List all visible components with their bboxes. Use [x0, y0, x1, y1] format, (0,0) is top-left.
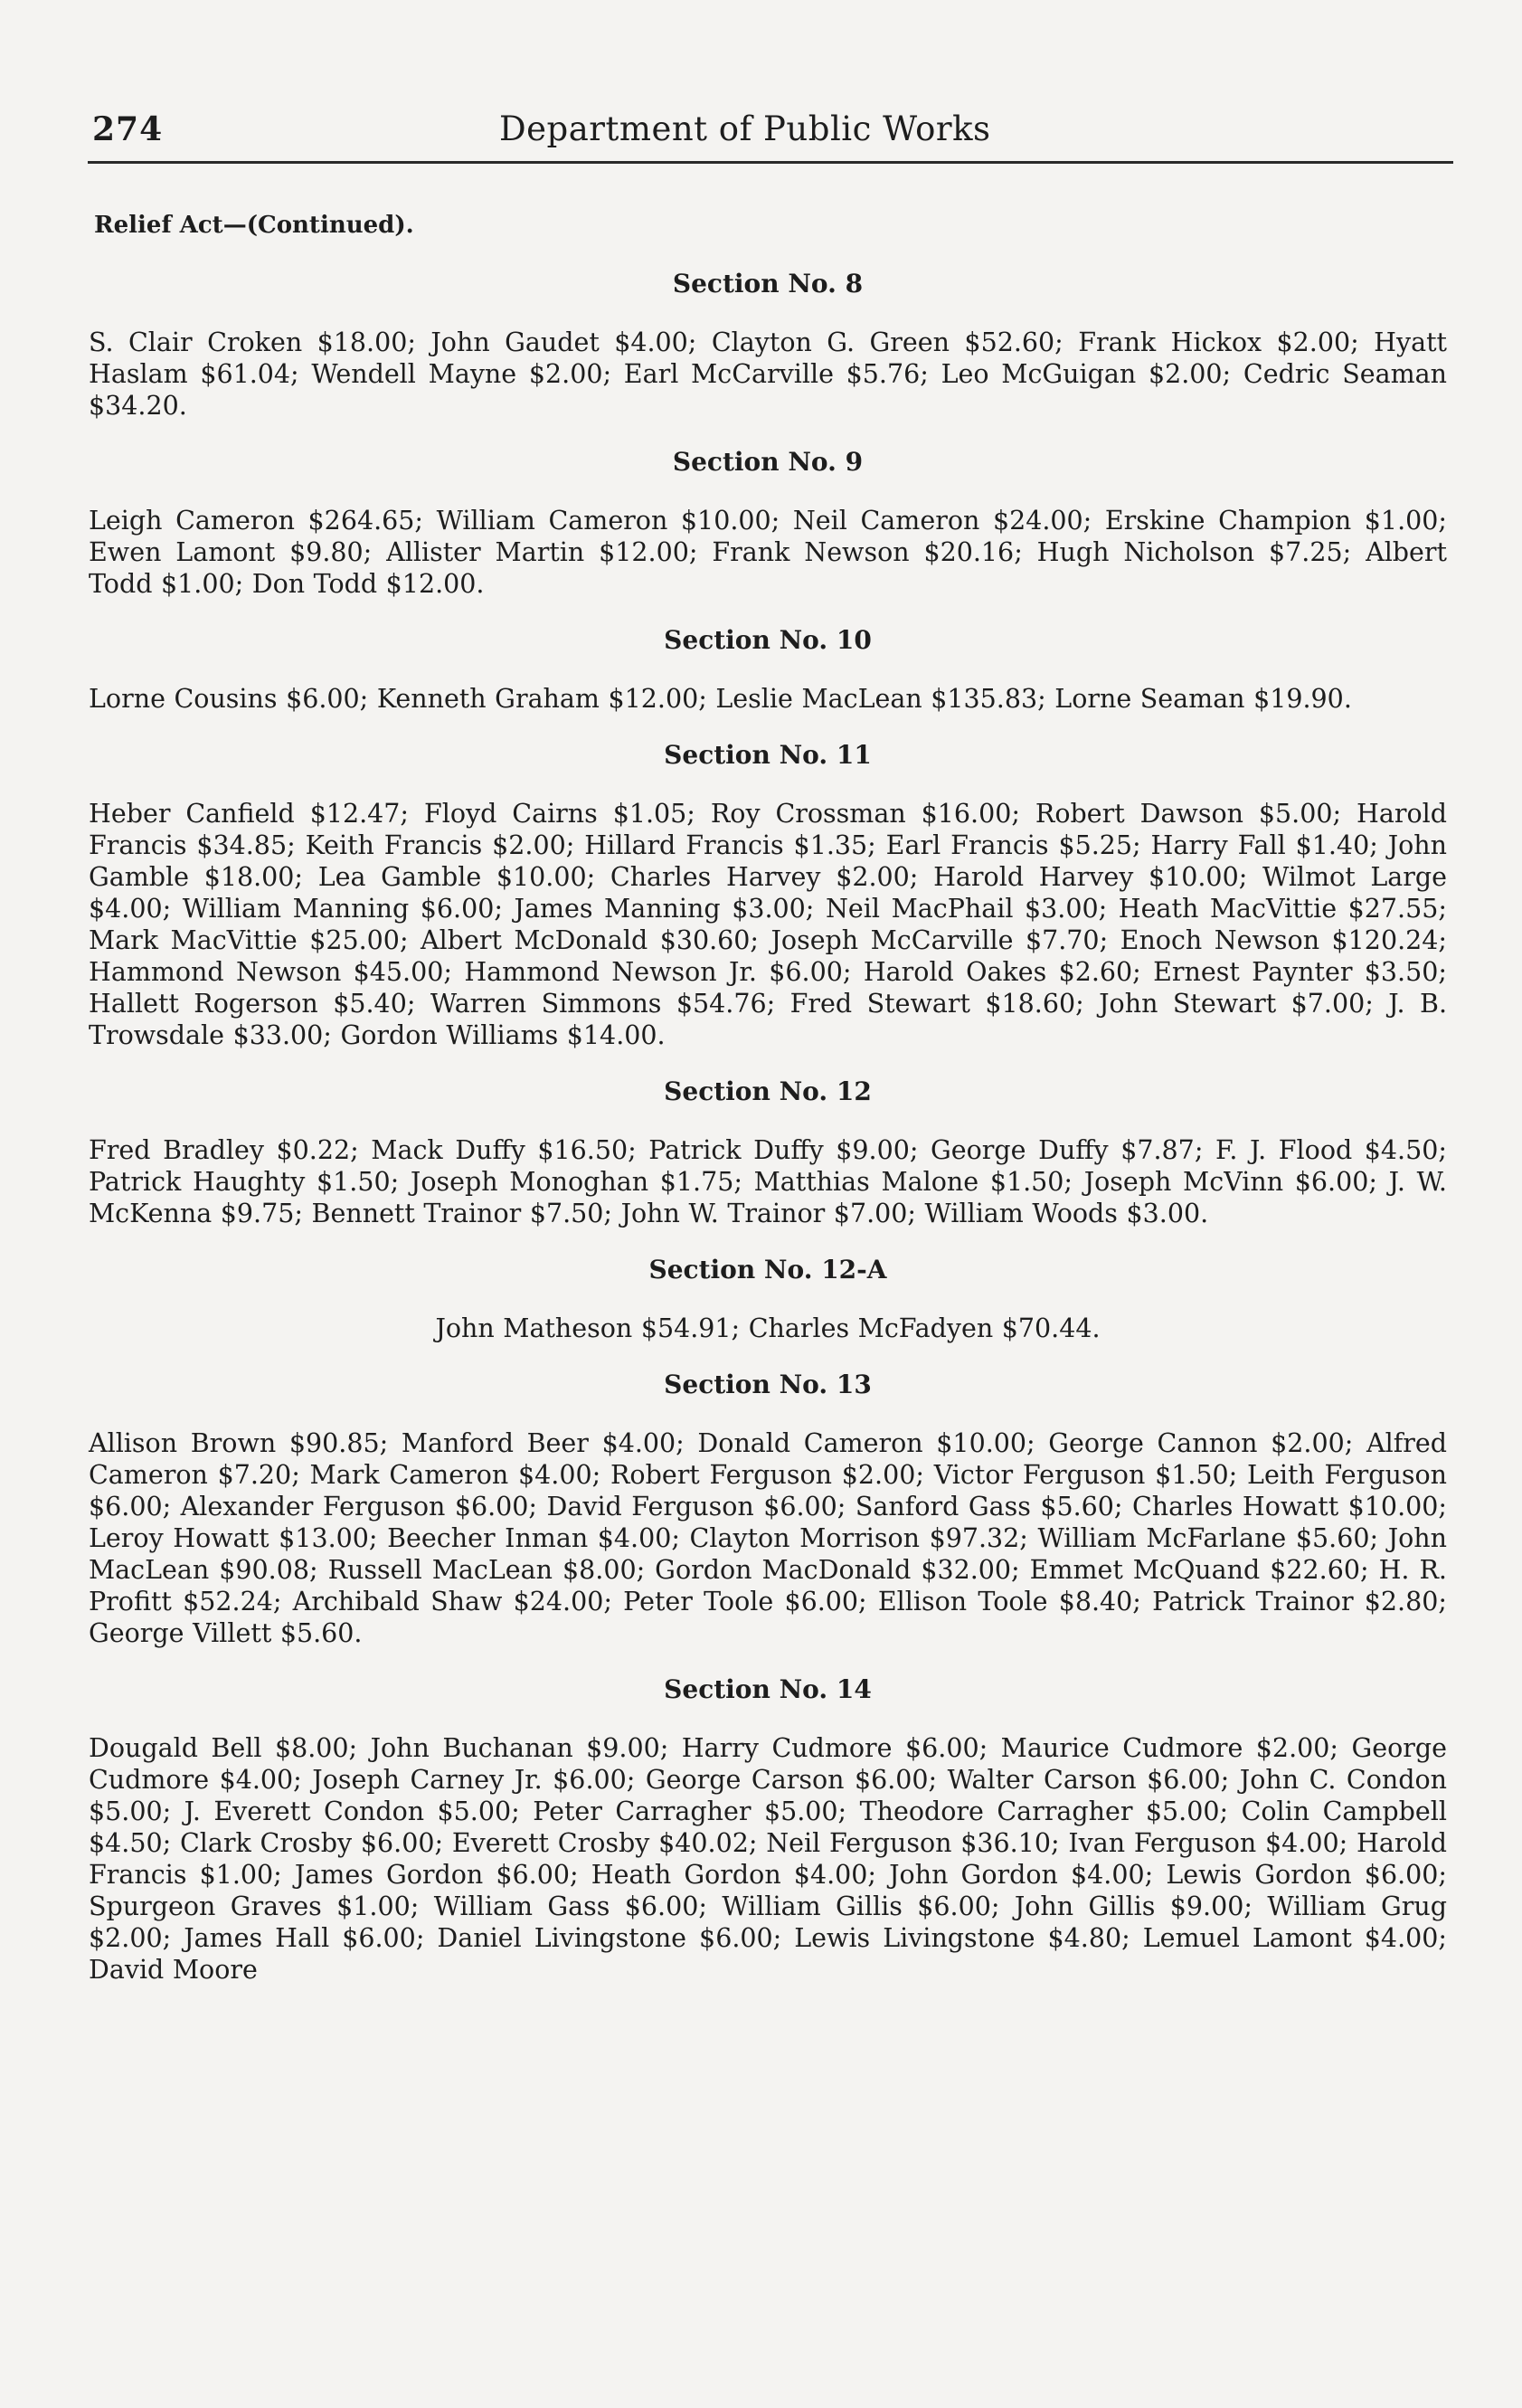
section-11 [89, 739, 1447, 1051]
section-heading: Section No. 12 [664, 1076, 872, 1106]
running-head [88, 107, 1453, 161]
section-heading: Section No. 13 [664, 1370, 872, 1399]
section-9 [89, 446, 1447, 600]
section-body: Heber Canfield $12.47; Floyd Cairns $1.05; Roy Crossman $16.00; Robert Dawson $5.00; Harold Francis $34.85; Keith Francis $2.00; Hillard Francis $1.35; Earl Francis $5.25; Harry Fall $1.40; John Gamble $18.00; Lea Gamble $10.00; Charles Harvey $2.00; Harold Harvey $10.00; Wilmot Large $4.00; William Manning $6.00; James Manning $3.00; Neil MacPhail $3.00; Heath MacVittie $27.55; Mark MacVittie $25.00; Albert McDonald $30.60; Joseph McCarville $7.70; Enoch Newson $120.24; Hammond Newson $45.00; Hammond Newson Jr. $6.00; Harold Oakes $2.60; Ernest Paynter $3.50; Hallett Rogerson $5.40; Warren Simmons $54.76; Fred Stewart $18.60; John Stewart $7.00; J. B. Trowsdale $33.00; Gordon Williams $14.00. [89, 799, 1447, 1050]
section-12-a [89, 1254, 1447, 1344]
section-body: John Matheson $54.91; Charles McFadyen $70.44. [435, 1313, 1101, 1343]
continued-label: Relief Act—(Continued). [94, 212, 414, 239]
section-heading: Section No. 10 [664, 625, 872, 655]
section-body: Allison Brown $90.85; Manford Beer $4.00; Donald Cameron $10.00; George Cannon $2.00; Alfred Cameron $7.20; Mark Cameron $4.00; Robert Ferguson $2.00; Victor Ferguson $1.50; Leith Ferguson $6.00; Alexander Ferguson $6.00; David Ferguson $6.00; Sanford Gass $5.60; Charles Howatt $10.00; Leroy Howatt $13.00; Beecher Inman $4.00; Clayton Morrison $97.32; William McFarlane $5.60; John MacLean $90.08; Russell MacLean $8.00; Gordon MacDonald $32.00; Emmet McQuand $22.60; H. R. Profitt $52.24; Archibald Shaw $24.00; Peter Toole $6.00; Ellison Toole $8.40; Patrick Trainor $2.80; George Villett $5.60. [89, 1428, 1447, 1648]
page-number: 274 [92, 110, 164, 148]
section-heading: Section No. 9 [672, 447, 864, 477]
section-10 [89, 624, 1447, 715]
section-heading: Section No. 11 [664, 740, 872, 770]
section-heading: Section No. 14 [664, 1674, 872, 1704]
sections-container [89, 268, 1447, 2010]
running-title: Department of Public Works [499, 109, 991, 148]
section-14 [89, 1673, 1447, 1986]
header-rule [88, 161, 1453, 164]
section-body: S. Clair Croken $18.00; John Gaudet $4.00; Clayton G. Green $52.60; Frank Hickox $2.00; Hyatt Haslam $61.04; Wendell Mayne $2.00; Earl McCarville $5.76; Leo McGuigan $2.00; Cedric Seaman $34.20. [89, 327, 1447, 421]
section-body: Lorne Cousins $6.00; Kenneth Graham $12.00; Leslie MacLean $135.83; Lorne Seaman $19.90. [89, 684, 1352, 714]
section-13 [89, 1369, 1447, 1649]
section-body: Leigh Cameron $264.65; William Cameron $10.00; Neil Cameron $24.00; Erskine Champion $1.00; Ewen Lamont $9.80; Allister Martin $12.00; Frank Newson $20.16; Hugh Nicholson $7.25; Albert Todd $1.00; Don Todd $12.00. [89, 506, 1447, 599]
section-12 [89, 1076, 1447, 1229]
section-body: Fred Bradley $0.22; Mack Duffy $16.50; Patrick Duffy $9.00; George Duffy $7.87; F. J. Flood $4.50; Patrick Haughty $1.50; Joseph Monoghan $1.75; Matthias Malone $1.50; Joseph McVinn $6.00; J. W. McKenna $9.75; Bennett Trainor $7.50; John W. Trainor $7.00; William Woods $3.00. [89, 1135, 1447, 1228]
section-8 [89, 268, 1447, 422]
section-heading: Section No. 12-A [648, 1255, 887, 1285]
section-body: Dougald Bell $8.00; John Buchanan $9.00; Harry Cudmore $6.00; Maurice Cudmore $2.00; George Cudmore $4.00; Joseph Carney Jr. $6.00; George Carson $6.00; Walter Carson $6.00; John C. Condon $5.00; J. Everett Condon $5.00; Peter Carragher $5.00; Theodore Carragher $5.00; Colin Campbell $4.50; Clark Crosby $6.00; Everett Crosby $40.02; Neil Ferguson $36.10; Ivan Ferguson $4.00; Harold Francis $1.00; James Gordon $6.00; Heath Gordon $4.00; John Gordon $4.00; Lewis Gordon $6.00; Spurgeon Graves $1.00; William Gass $6.00; William Gillis $6.00; John Gillis $9.00; William Grug $2.00; James Hall $6.00; Daniel Livingstone $6.00; Lewis Livingstone $4.80; Lemuel Lamont $4.00; David Moore [89, 1733, 1447, 1985]
section-heading: Section No. 8 [672, 269, 864, 299]
